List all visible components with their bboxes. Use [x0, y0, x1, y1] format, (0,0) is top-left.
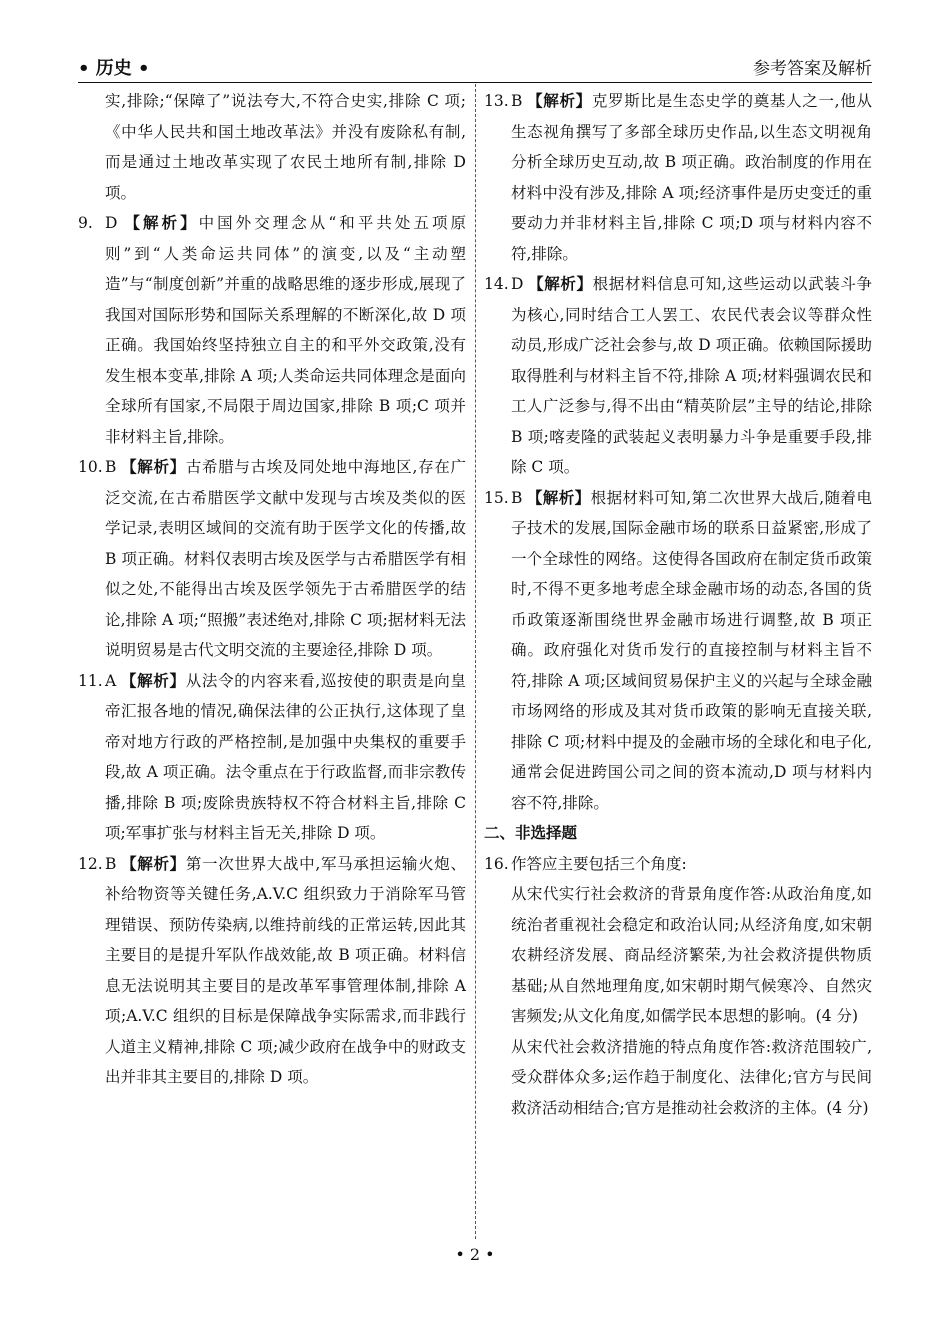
item-intro: 作答应主要包括三个角度:	[511, 854, 687, 873]
page-header	[78, 52, 872, 80]
answer-letter: B	[511, 92, 523, 110]
answer-item-16	[484, 849, 872, 1124]
answer-letter: B	[105, 854, 117, 873]
right-column	[484, 86, 872, 1123]
answer-item-9	[78, 208, 466, 452]
page-number: • 2 •	[455, 1245, 495, 1264]
item-text: 第一次世界大战中,军马承担运输火炮、补给物资等关键任务,A.V.C 组织致力于消除军马管理错误、预防传染病,以维持前线的正常运转,因此其主要目的是提升军队作战效能,故 B 项正确。材料信息无法说明其主要目的是改革军事管理体制,排除 A 项;A.V.C 组织的目标是保障战争实际需求,而非践行人道主义精神,排除 C 项;减少政府在战争中的财政支出并非其主要目的,排除 D 项。	[105, 854, 466, 1086]
header-rule	[78, 82, 872, 83]
item-paragraph: 从宋代社会救济措施的特点角度作答:救济范围较广,受众群体众多;运作趋于制度化、法律化;官方与民间救济活动相结合;官方是推动社会救济的主体。(4 分)	[511, 1037, 872, 1117]
analysis-tag: 【解析】	[120, 853, 186, 873]
item-text: 古希腊与古埃及同处地中海地区,存在广泛交流,在古希腊医学文献中发现与古埃及类似的医学记录,表明区域间的交流有助于医学文化的传播,故 B 项正确。材料仅表明古埃及医学与古希腊医学有相似之处,不能得出古埃及医学领先于古希腊医学的结论,排除 A 项;“照搬”表述绝对,排除 C 项;据材料无法说明贸易是古代文明交流的主要途径,排除 D 项。	[105, 458, 466, 659]
analysis-tag: 【解析】	[121, 213, 199, 232]
answer-item-10	[78, 452, 466, 666]
item-number: 16.	[484, 854, 509, 873]
analysis-tag: 【解析】	[526, 91, 592, 110]
item-number: 12.	[78, 854, 103, 873]
item-paragraph: 从宋代实行社会救济的背景角度作答:从政治角度,如统治者重视社会稳定和政治认同;从经济角度,如宋朝农耕经济发展、商品经济繁荣,为社会救济提供物质基础;从自然地理角度,如宋朝时期气候寒冷、自然灾害频发;从文化角度,如儒学民本思想的影响。(4 分)	[511, 885, 872, 1025]
item-number: 10.	[78, 458, 103, 476]
item-text: 从法令的内容来看,巡按使的职责是向皇帝汇报各地的情况,确保法律的公正执行,这体现了皇帝对地方行政的严格控制,是加强中央集权的重要手段,故 A 项正确。法令重点在于行政监督,而非宗教传播,排除 B 项;废除贵族特权不符合材料主旨,排除 C 项;军事扩张与材料主旨无关,排除 D 项。	[105, 671, 466, 842]
item-text: 中国外交理念从“和平共处五项原则”到“人类命运共同体”的演变,以及“主动塑造”与“制度创新”并重的战略思维的逐步形成,展现了我国对国际形势和国际关系理解的不断深化,故 D 项正确。我国始终坚持独立自主的和平外交政策,没有发生根本变革,排除 A 项;人类命运共同体理念是面向全球所有国家,不局限于周边国家,排除 B 项;C 项并非材料主旨,排除。	[105, 214, 466, 446]
item-number: 14.	[484, 275, 509, 293]
answer-item-8-continued	[78, 86, 466, 208]
item-number: 13.	[484, 92, 509, 110]
item-text: 根据材料信息可知,这些运动以武装斗争为核心,同时结合工人罢工、农民代表会议等群众性动员,形成广泛社会参与,故 D 项正确。依赖国际援助取得胜利与材料主旨不符,排除 A 项;材料强调农民和工人广泛参与,得不出由“精英阶层”主导的结论,排除 B 项;喀麦隆的武装起义表明暴力斗争是重要手段,排除 C 项。	[511, 275, 872, 476]
answer-item-11	[78, 666, 466, 849]
answer-letter: B	[511, 488, 523, 507]
answer-item-12	[78, 849, 466, 1093]
item-number: 9.	[78, 214, 93, 232]
answer-letter: D	[105, 214, 118, 232]
answer-item-13	[484, 86, 872, 269]
answer-letter: D	[511, 275, 524, 293]
answer-item-14	[484, 269, 872, 483]
item-text: 克罗斯比是生态史学的奠基人之一,他从生态视角撰写了多部全球历史作品,以生态文明视角分析全球历史互动,故 B 项正确。政治制度的作用在材料中没有涉及,排除 A 项;经济事件是历史变迁的重要动力并非材料主旨,排除 C 项;D 项与材料内容不符,排除。	[511, 92, 872, 263]
answer-letter: A	[105, 671, 117, 690]
answer-item-15	[484, 483, 872, 819]
analysis-tag: 【解析】	[527, 274, 593, 293]
analysis-tag: 【解析】	[120, 670, 186, 690]
subject-label: • 历史 •	[78, 58, 150, 79]
header-title: 参考答案及解析	[753, 59, 872, 79]
answer-letter: B	[105, 458, 117, 476]
analysis-tag: 【解析】	[120, 457, 186, 476]
item-number: 11.	[78, 671, 103, 690]
column-divider	[475, 84, 476, 1239]
item-text: 实,排除;“保障了”说法夸大,不符合史实,排除 C 项;《中华人民共和国土地改革法》并没有废除私有制,而是通过土地改革实现了农民土地所有制,排除 D 项。	[105, 92, 466, 202]
item-number: 15.	[484, 488, 509, 507]
section-heading: 二、非选择题	[484, 823, 578, 842]
item-text: 根据材料可知,第二次世界大战后,随着电子技术的发展,国际金融市场的联系日益紧密,形成了一个全球性的网络。这使得各国政府在制定货币政策时,不得不更多地考虑全球金融市场的动态,各国的货币政策逐渐围绕世界金融市场进行调整,故 B 项正确。政府强化对货币发行的直接控制与材料主旨不符,排除 A 项;区域间贸易保护主义的兴起与全球金融市场网络的形成及其对货币政策的影响无直接关联,排除 C 项;材料中提及的金融市场的全球化和电子化,通常会促进跨国公司之间的资本流动,D 项与材料内容不符,排除。	[511, 488, 872, 812]
left-column	[78, 86, 466, 1093]
analysis-tag: 【解析】	[526, 487, 591, 507]
